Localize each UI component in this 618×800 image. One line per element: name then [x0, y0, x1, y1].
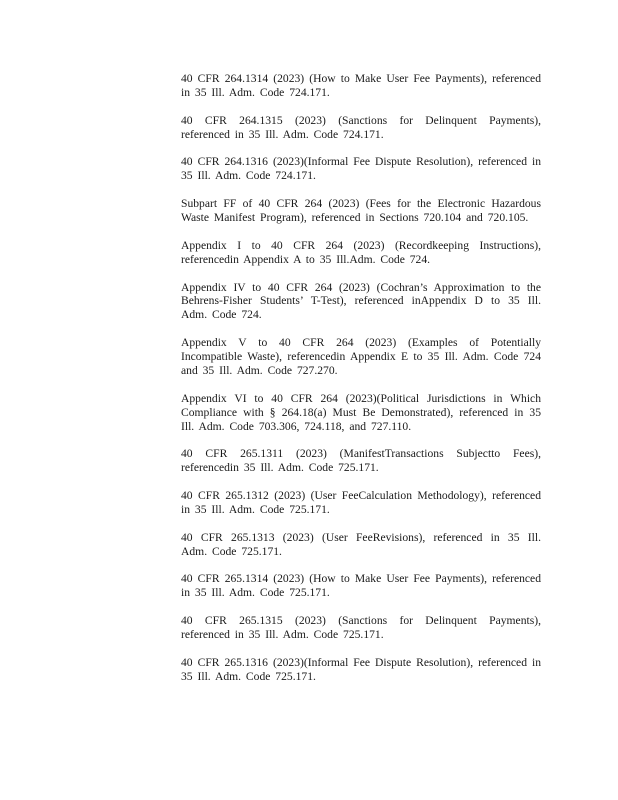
reference-entry: 40 CFR 264.1315 (2023) (Sanctions for Delinquent Payments), referenced in 35 Ill. Adm. Code 724.171. — [181, 113, 541, 141]
reference-entry: 40 CFR 265.1312 (2023) (User FeeCalculation Methodology), referenced in 35 Ill. Adm. Code 725.171. — [181, 489, 541, 516]
reference-entry: Appendix IV to 40 CFR 264 (2023) (Cochran’s Approximation to the Behrens-Fisher Students’ T-Test), referenced inAppendix D to 35 Ill. Adm. Code 724. — [181, 280, 541, 322]
reference-entry: 40 CFR 264.1314 (2023) (How to Make User Fee Payments), referenced in 35 Ill. Adm. Code 724.171. — [181, 72, 541, 99]
reference-entry: 40 CFR 264.1316 (2023)(Informal Fee Dispute Resolution), referenced in 35 Ill. Adm. Code 724.171. — [181, 155, 541, 183]
reference-entry: 40 CFR 265.1311 (2023) (ManifestTransactions Subjectto Fees), referencedin 35 Ill. Adm. Code 725.171. — [181, 447, 541, 475]
reference-entry: Appendix V to 40 CFR 264 (2023) (Examples of Potentially Incompatible Waste), referencedin Appendix E to 35 Ill. Adm. Code 724 and 35 Ill. Adm. Code 727.270. — [181, 336, 541, 377]
reference-entry: Appendix VI to 40 CFR 264 (2023)(Political Jurisdictions in Which Compliance with § 264.18(a) Must Be Demonstrated), referenced in 35 Ill. Adm. Code 703.306, 724.118, and 727.110. — [181, 391, 541, 433]
reference-entry: 40 CFR 265.1313 (2023) (User FeeRevisions), referenced in 35 Ill. Adm. Code 725.171. — [181, 530, 541, 558]
reference-entry: 40 CFR 265.1316 (2023)(Informal Fee Dispute Resolution), referenced in 35 Ill. Adm. Code 725.171. — [181, 655, 541, 683]
reference-entry: Subpart FF of 40 CFR 264 (2023) (Fees for the Electronic Hazardous Waste Manifest Program), referenced in Sections 720.104 and 720.105. — [181, 197, 541, 225]
reference-entry: 40 CFR 265.1315 (2023) (Sanctions for Delinquent Payments), referenced in 35 Ill. Adm. Code 725.171. — [181, 614, 541, 642]
reference-entry: 40 CFR 265.1314 (2023) (How to Make User Fee Payments), referenced in 35 Ill. Adm. Code 725.171. — [181, 572, 541, 600]
document-body — [181, 72, 541, 698]
reference-entry: Appendix I to 40 CFR 264 (2023) (Recordkeeping Instructions), referencedin Appendix A to 35 Ill.Adm. Code 724. — [181, 238, 541, 266]
